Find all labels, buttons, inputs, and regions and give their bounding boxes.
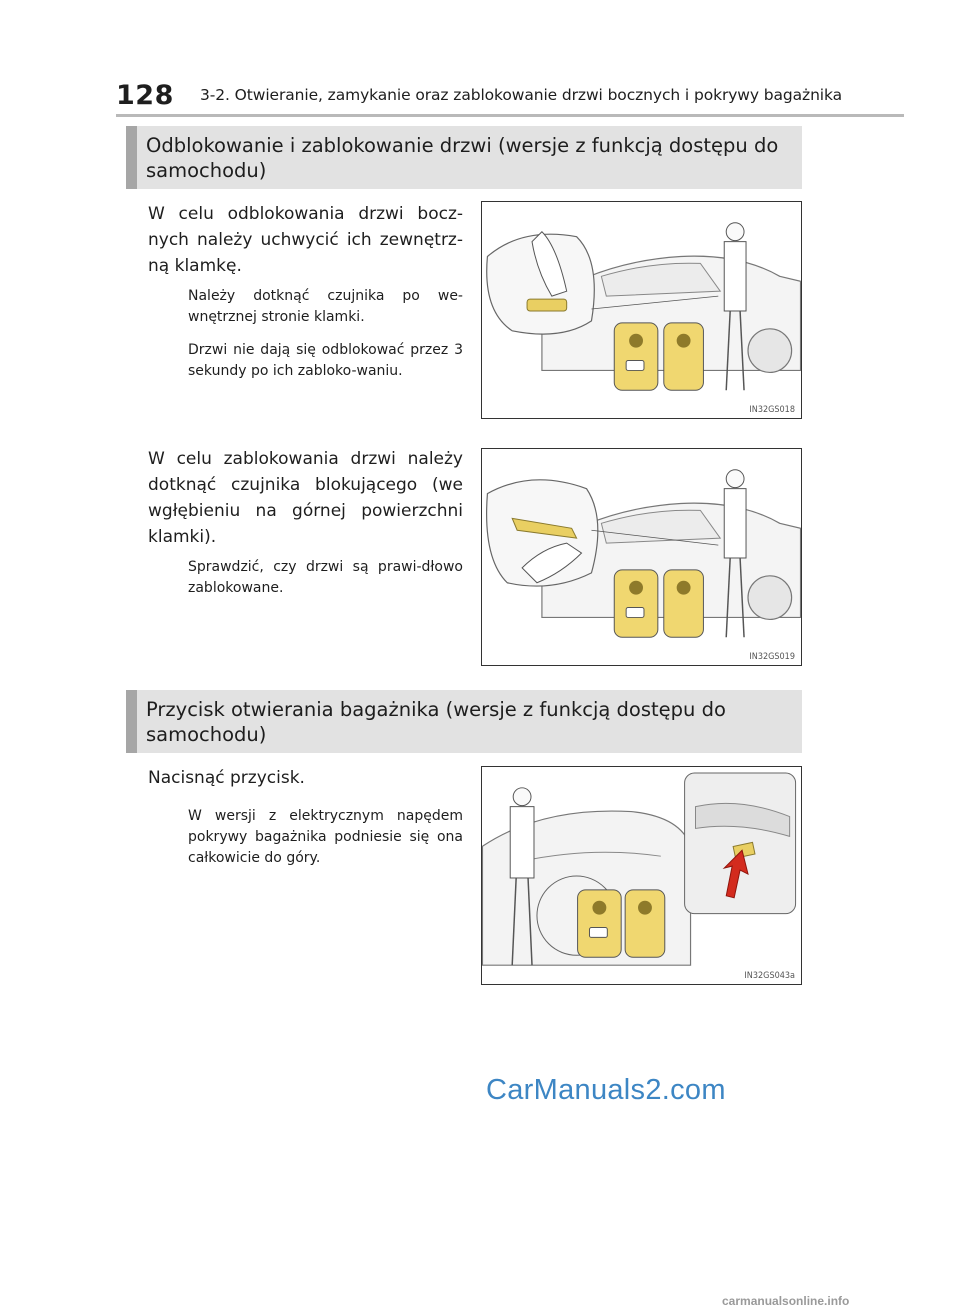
lock-illustration: [481, 448, 802, 666]
page-header: [0, 0, 960, 120]
lock-sensor-drawing: [482, 449, 801, 665]
unlock-door-handle-drawing: [482, 202, 801, 418]
chapter-title: 3-2. Otwieranie, zamykanie oraz zablokowanie drzwi bocznych i pokrywy bagażnika: [200, 86, 843, 104]
unlock-instruction: W celu odblokowania drzwi bocz-nych należy uchwycić ich zewnętrz-ną klamkę.: [148, 204, 463, 276]
footer-link[interactable]: carmanualsonline.info: [722, 1294, 850, 1308]
image-code: IN32GS043a: [744, 971, 795, 981]
unlock-note-sensor: Należy dotknąć czujnika po we-wnętrznej stronie klamki.: [188, 288, 463, 325]
image-code: IN32GS018: [749, 405, 795, 415]
image-code: IN32GS019: [749, 652, 795, 662]
section-heading-door-lock: Odblokowanie i zablokowanie drzwi (wersje z funkcją dostępu do samochodu): [126, 126, 802, 189]
lock-note: Sprawdzić, czy drzwi są prawi-dłowo zablokowane.: [188, 559, 463, 596]
page-number: 128: [116, 80, 174, 111]
trunk-note: W wersji z elektrycznym napędem pokrywy bagażnika podniesie się ona całkowicie do góry.: [188, 808, 463, 866]
trunk-instruction: Nacisnąć przycisk.: [148, 768, 305, 788]
section-heading-trunk-button: Przycisk otwierania bagażnika (wersje z funkcją dostępu do samochodu): [126, 690, 802, 753]
lock-instruction: W celu zablokowania drzwi należy dotknąć czujnika blokującego (we wgłębieniu na górnej powierzchni klamki).: [148, 449, 463, 547]
trunk-illustration: [481, 766, 802, 985]
unlock-illustration: [481, 201, 802, 419]
watermark: CarManuals2.com: [486, 1074, 726, 1106]
trunk-button-drawing: [482, 767, 801, 984]
unlock-note-delay: Drzwi nie dają się odblokować przez 3 sekundy po ich zabloko-waniu.: [188, 342, 463, 379]
header-divider: [116, 114, 904, 117]
